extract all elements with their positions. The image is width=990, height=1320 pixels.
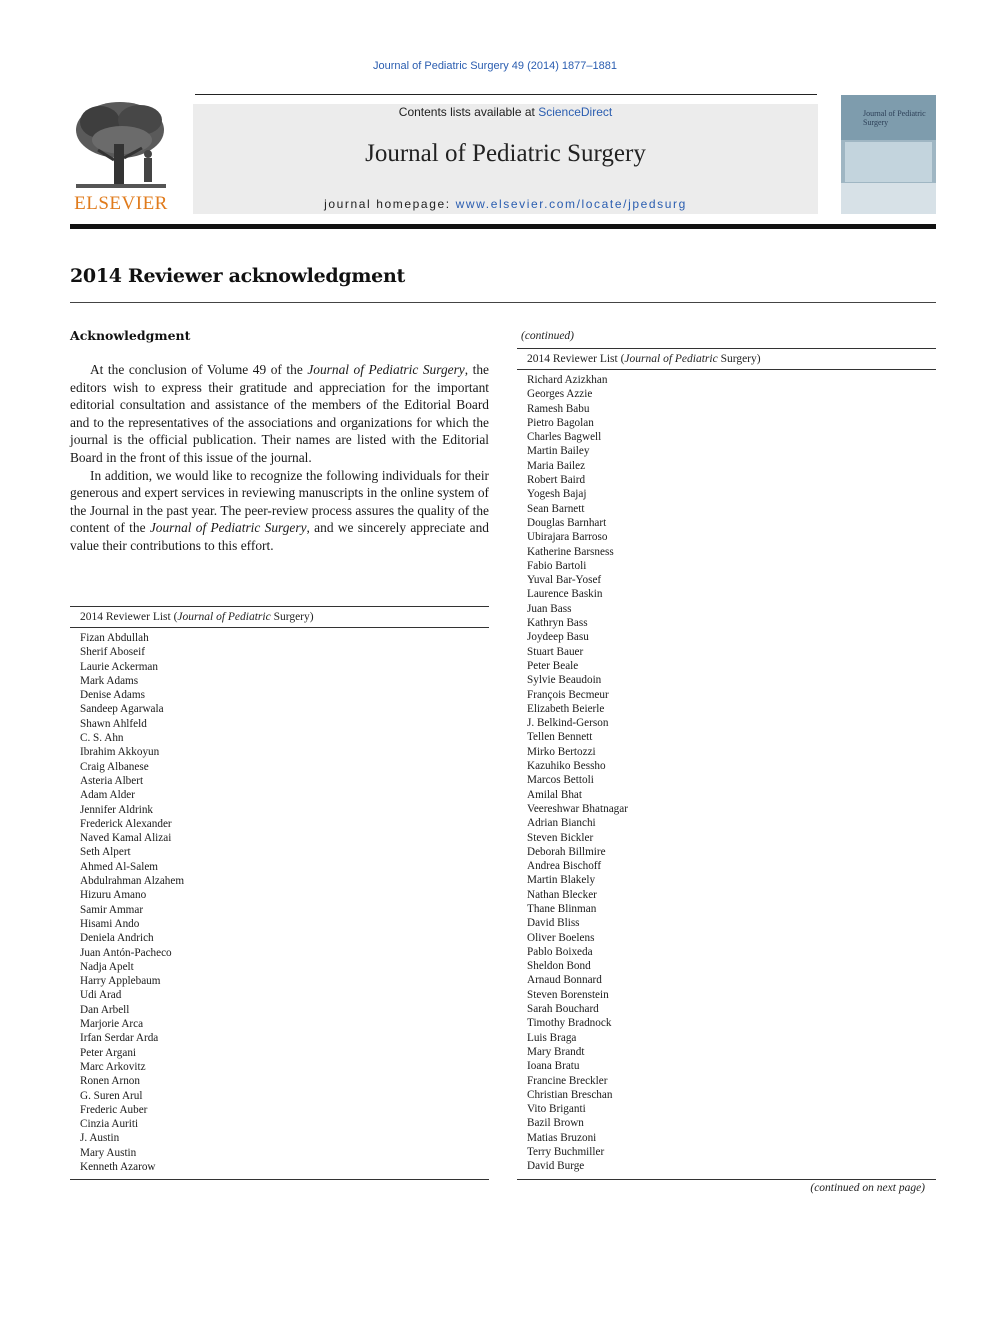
reviewer-name: Luis Braga xyxy=(527,1031,577,1044)
reviewer-table-right xyxy=(517,348,936,1180)
reviewer-list-right xyxy=(517,370,936,1174)
reviewer-name: Shawn Ahlfeld xyxy=(80,717,147,730)
reviewer-name: Marjorie Arca xyxy=(80,1018,144,1031)
reviewer-name: François Becmeur xyxy=(527,688,609,701)
reviewer-name: Charles Bagwell xyxy=(527,431,602,444)
continued-label: (continued) xyxy=(521,330,575,342)
reviewer-name: Oliver Boelens xyxy=(527,931,595,944)
table-header-journal: Journal of Pediatric xyxy=(177,611,271,623)
journal-cover-thumbnail[interactable] xyxy=(841,95,936,214)
reviewer-name: Mary Austin xyxy=(80,1146,137,1159)
reviewer-name: Francine Breckler xyxy=(527,1074,608,1087)
reviewer-name: Kazuhiko Bessho xyxy=(527,760,606,773)
reviewer-name: Denise Adams xyxy=(80,689,145,702)
table-header-suffix: Surgery) xyxy=(717,353,761,365)
para1-text-b: , the editors wish to express their gratitude and appreciation for the important editorial consultation and assistance of the members of the Editorial Board and to the representatives of the associations and organizations for which the journal is the official publication. Their names are listed with the Editorial Board in the front of this issue of the journal. xyxy=(70,362,489,465)
paragraph-1 xyxy=(70,361,489,467)
reviewer-name: Timothy Bradnock xyxy=(527,1017,612,1030)
reviewer-name: Frederic Auber xyxy=(80,1103,148,1116)
reviewer-name: Pablo Boixeda xyxy=(527,945,593,958)
reviewer-name: Mirko Bertozzi xyxy=(527,745,596,758)
reviewer-name: Juan Antón-Pacheco xyxy=(80,946,172,959)
paragraph-2 xyxy=(70,467,489,555)
reviewer-name: Ioana Bratu xyxy=(527,1060,580,1073)
reviewer-name: Irfan Serdar Arda xyxy=(80,1032,159,1045)
reviewer-name: Pietro Bagolan xyxy=(527,416,594,429)
header-top-rule xyxy=(195,94,817,95)
reviewer-name: Marc Arkovitz xyxy=(80,1060,146,1073)
reviewer-name: Joydeep Basu xyxy=(527,631,589,644)
reviewer-name: Adam Alder xyxy=(80,789,135,802)
publisher-name: ELSEVIER xyxy=(74,193,168,214)
reviewer-name: Tellen Bennett xyxy=(527,731,593,744)
reviewer-name: Christian Breschan xyxy=(527,1088,613,1101)
reviewer-name: Harry Applebaum xyxy=(80,975,161,988)
para2-text-b: , and we sincerely appreciate and value their contributions to this effort. xyxy=(70,520,489,553)
reviewer-name: Fabio Bartoli xyxy=(527,559,587,572)
reviewer-name: C. S. Ahn xyxy=(80,732,124,745)
reviewer-name: Asteria Albert xyxy=(80,774,144,787)
reviewer-name: Ahmed Al-Salem xyxy=(80,860,158,873)
reviewer-name: Sandeep Agarwala xyxy=(80,703,164,716)
cover-title: Journal of Pediatric Surgery xyxy=(863,109,926,127)
reviewer-name: Hizuru Amano xyxy=(80,889,147,902)
reviewer-name: J. Belkind-Gerson xyxy=(527,717,609,730)
journal-name: Journal of Pediatric Surgery xyxy=(365,140,646,167)
reviewer-name: Nathan Blecker xyxy=(527,888,597,901)
reviewer-name: Fizan Abdullah xyxy=(80,632,149,644)
reviewer-name: Elizabeth Beierle xyxy=(527,702,605,715)
table-header-journal: Journal of Pediatric xyxy=(624,353,718,365)
reviewer-name: Yuval Bar-Yosef xyxy=(527,574,602,587)
title-rule xyxy=(70,302,936,303)
reviewer-name: Laurence Baskin xyxy=(527,588,603,601)
reviewer-name: Sherif Aboseif xyxy=(80,646,145,659)
table-header-prefix: 2014 Reviewer List ( xyxy=(80,611,178,623)
reviewer-name: Kenneth Azarow xyxy=(80,1160,156,1173)
reviewer-name: Ronen Arnon xyxy=(80,1075,140,1088)
reviewer-name: Bazil Brown xyxy=(527,1117,584,1130)
reviewer-name: Craig Albanese xyxy=(80,760,149,773)
reviewer-name: Seth Alpert xyxy=(80,846,131,859)
reviewer-name: Arnaud Bonnard xyxy=(527,974,602,987)
reviewer-name: Jennifer Aldrink xyxy=(80,803,154,816)
reviewer-name: J. Austin xyxy=(80,1132,120,1145)
contents-availability xyxy=(193,105,818,119)
reviewer-name: Hisami Ando xyxy=(80,917,140,930)
reviewer-table-header xyxy=(70,607,489,628)
reviewer-name: Douglas Barnhart xyxy=(527,516,607,529)
journal-citation[interactable]: Journal of Pediatric Surgery 49 (2014) 1877–1881 xyxy=(373,60,617,72)
cover-image xyxy=(845,142,932,182)
reviewer-name: Sean Barnett xyxy=(527,502,585,515)
reviewer-name: Georges Azzie xyxy=(527,388,593,401)
sciencedirect-link[interactable]: ScienceDirect xyxy=(538,105,613,119)
reviewer-name: Katherine Barsness xyxy=(527,545,614,558)
reviewer-name: Dan Arbell xyxy=(80,1003,130,1016)
reviewer-name: Naved Kamal Alizai xyxy=(80,832,172,845)
journal-banner xyxy=(193,104,818,214)
reviewer-name: Deniela Andrich xyxy=(80,932,154,945)
table-header-suffix: Surgery) xyxy=(270,611,314,623)
reviewer-name: Samir Ammar xyxy=(80,903,144,916)
reviewer-name: Sylvie Beaudoin xyxy=(527,674,602,687)
reviewer-name: Stuart Bauer xyxy=(527,645,584,658)
para1-text-a: At the conclusion of Volume 49 of the xyxy=(90,362,308,377)
reviewer-name: Vito Briganti xyxy=(527,1103,586,1116)
reviewer-name: Ramesh Babu xyxy=(527,402,590,415)
reviewer-name: Udi Arad xyxy=(80,989,122,1002)
reviewer-name: Kathryn Bass xyxy=(527,617,588,630)
reviewer-list-left xyxy=(70,628,489,1174)
para2-text-a: In addition, we would like to recognize the following individuals for their generous and expert services in reviewing manuscripts in the online system of the Journal in the past year. The peer-review process assures the quality of the content of the xyxy=(70,467,489,536)
continued-next-page: (continued on next page) xyxy=(810,1182,925,1194)
reviewer-name: Andrea Bischoff xyxy=(527,860,602,873)
elsevier-tree-icon xyxy=(70,100,172,192)
reviewer-name: Matias Bruzoni xyxy=(527,1131,597,1144)
section-heading: Acknowledgment xyxy=(70,328,191,343)
reviewer-name: Amilal Bhat xyxy=(527,788,582,801)
journal-homepage xyxy=(193,197,818,211)
reviewer-table-left xyxy=(70,606,489,1180)
reviewer-name: Martin Blakely xyxy=(527,874,596,887)
reviewer-name: Richard Azizkhan xyxy=(527,374,608,386)
para1-journal: Journal of Pediatric Surgery xyxy=(307,362,465,377)
header-bottom-rule xyxy=(70,224,936,229)
reviewer-name: Sheldon Bond xyxy=(527,960,591,973)
reviewer-name: Peter Argani xyxy=(80,1046,137,1059)
reviewer-name: Juan Bass xyxy=(527,602,572,615)
table-header-prefix: 2014 Reviewer List ( xyxy=(527,353,625,365)
body-text xyxy=(70,361,489,555)
contents-prefix: Contents lists available at xyxy=(398,105,539,119)
para2-journal: Journal of Pediatric Surgery xyxy=(149,520,307,536)
reviewer-name: Marcos Bettoli xyxy=(527,774,594,787)
reviewer-name: Thane Blinman xyxy=(527,902,597,915)
reviewer-name: Yogesh Bajaj xyxy=(527,488,587,501)
homepage-link[interactable]: www.elsevier.com/locate/jpedsurg xyxy=(455,197,687,211)
reviewer-name: Veereshwar Bhatnagar xyxy=(527,802,628,815)
reviewer-name: Deborah Billmire xyxy=(527,845,606,858)
reviewer-name: David Burge xyxy=(527,1160,585,1173)
reviewer-name: Mary Brandt xyxy=(527,1045,585,1058)
homepage-prefix: journal homepage: xyxy=(324,197,456,211)
reviewer-name: Cinzia Auriti xyxy=(80,1118,139,1131)
reviewer-name: David Bliss xyxy=(527,917,580,930)
reviewer-name: Ibrahim Akkoyun xyxy=(80,746,160,759)
reviewer-name: Robert Baird xyxy=(527,474,586,487)
reviewer-name: Maria Bailez xyxy=(527,459,586,472)
reviewer-name: Martin Bailey xyxy=(527,445,590,458)
article-title: 2014 Reviewer acknowledgment xyxy=(70,265,405,287)
reviewer-name: Steven Borenstein xyxy=(527,988,609,1001)
reviewer-name: Terry Buchmiller xyxy=(527,1146,605,1159)
reviewer-name: Nadja Apelt xyxy=(80,960,134,973)
reviewer-name: Sarah Bouchard xyxy=(527,1003,599,1016)
reviewer-name: Peter Beale xyxy=(527,659,579,672)
elsevier-logo xyxy=(70,100,172,216)
reviewer-name: G. Suren Arul xyxy=(80,1089,143,1102)
reviewer-name: Steven Bickler xyxy=(527,831,594,844)
reviewer-name: Ubirajara Barroso xyxy=(527,531,608,544)
reviewer-name: Mark Adams xyxy=(80,674,139,687)
reviewer-table-header-continued xyxy=(517,349,936,370)
reviewer-name: Frederick Alexander xyxy=(80,817,172,830)
reviewer-name: Adrian Bianchi xyxy=(527,817,596,830)
reviewer-name: Laurie Ackerman xyxy=(80,660,158,673)
cover-footer-band xyxy=(841,183,936,214)
reviewer-name: Abdulrahman Alzahem xyxy=(80,875,185,888)
